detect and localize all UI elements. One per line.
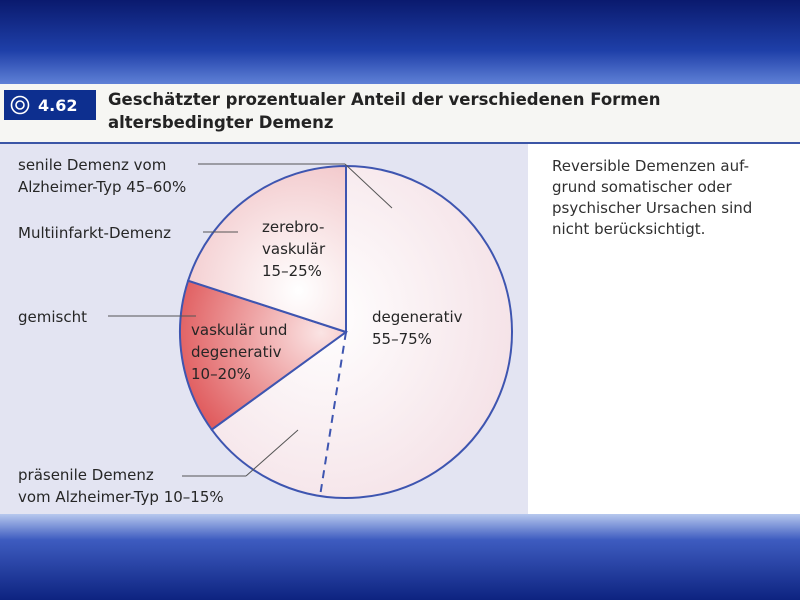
slice-label-zerebrovaskulaer-line-2: vaskulär [262,240,326,258]
slice-label-degenerativ-line-1: degenerativ [372,308,463,326]
slice-label-vaskulaer-degenerativ-line-3: 10–20% [191,365,251,383]
slice-label-zerebrovaskulaer-line-1: zerebro- [262,218,325,236]
slide-content [0,84,800,514]
slice-label-zerebrovaskulaer-line-3: 15–25% [262,262,322,280]
slice-label-vaskulaer-degenerativ-line-1: vaskulär und [191,321,288,339]
annotation-senile-line-2: Alzheimer-Typ 45–60% [18,178,187,196]
side-note-line-2: grund somatischer oder [552,178,732,196]
annotation-praesenile-line-1: präsenile Demenz [18,466,154,484]
annotation-praesenile-line-2: vom Alzheimer-Typ 10–15% [18,488,224,506]
slice-label-degenerativ-line-2: 55–75% [372,330,432,348]
figure-title-line-2: altersbedingter Demenz [108,113,334,132]
side-note-line-3: psychischer Ursachen sind [552,199,753,217]
annotation-senile-line-1: senile Demenz vom [18,156,167,174]
slide-top-band [0,0,800,84]
annotation-gemischt: gemischt [18,308,87,326]
slice-label-vaskulaer-degenerativ-line-2: degenerativ [191,343,282,361]
annotation-multiinfarkt: Multiinfarkt-Demenz [18,224,171,242]
figure-number: 4.62 [38,96,78,115]
side-note-line-1: Reversible Demenzen auf- [552,157,749,175]
side-note [552,156,798,240]
side-note-line-4: nicht berücksichtigt. [552,220,706,238]
slide-bottom-band [0,514,800,600]
figure-title-line-1: Geschätzter prozentualer Anteil der verschiedenen Formen [108,90,661,109]
pie-chart [0,84,800,514]
